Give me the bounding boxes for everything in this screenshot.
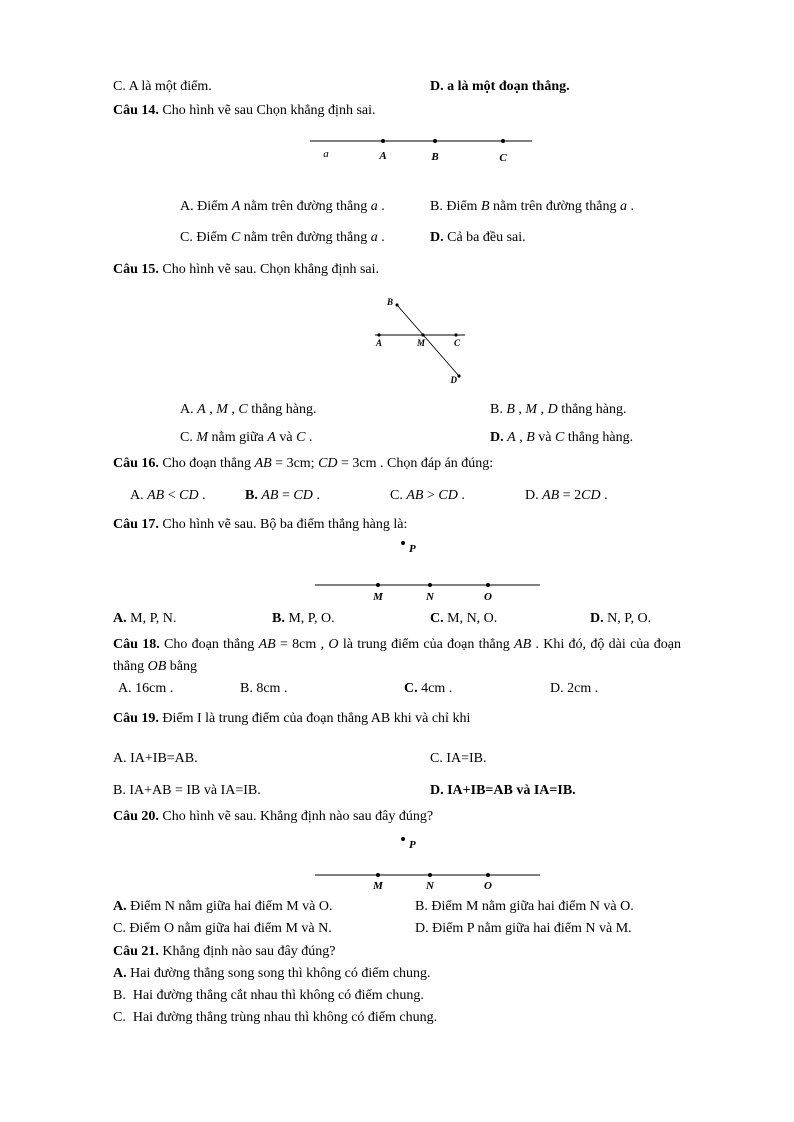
question-16 xyxy=(113,453,681,507)
question-16-options xyxy=(130,485,681,507)
option: B. 8cm . xyxy=(240,681,288,696)
option: C. AB > CD . xyxy=(390,488,465,503)
point-label-B: B xyxy=(386,297,393,307)
point-dot-D xyxy=(457,374,460,377)
option: D. IA+IB=AB và IA=IB. xyxy=(430,783,576,798)
option: B. AB = CD . xyxy=(245,488,320,503)
question-label: Câu 14. xyxy=(113,103,159,118)
question-stem: Cho hình vẽ sau. Chọn khẳng định sai. xyxy=(158,262,380,277)
point-dot-O xyxy=(486,583,490,587)
point-dot-M xyxy=(376,873,380,877)
option: B. Điểm M nằm giữa hai điểm N và O. xyxy=(415,899,634,914)
point-dot-A xyxy=(377,333,380,336)
point-label-P: P xyxy=(409,839,416,851)
question-stem: Cho đoạn thẳng AB = 3cm; CD = 3cm . Chọn đáp án đúng: xyxy=(158,456,494,471)
point-label-C: C xyxy=(453,338,461,348)
question-17-heading xyxy=(113,514,681,536)
point-dot-B xyxy=(433,139,437,143)
option: C. IA=IB. xyxy=(430,751,487,766)
point-dot-N xyxy=(428,873,432,877)
question-20 xyxy=(113,806,681,940)
point-dot-P xyxy=(401,541,405,545)
option: C. Điểm O nằm giữa hai điểm M và N. xyxy=(113,921,332,936)
point-label-B: B xyxy=(431,151,439,162)
line-label: a xyxy=(323,148,329,160)
statement: C. Hai đường thẳng trùng nhau thì không có điểm chung. xyxy=(113,1010,438,1025)
option: D. 2cm . xyxy=(550,681,599,696)
question-18-heading xyxy=(113,634,681,678)
option: B. Điểm B nằm trên đường thẳng a . xyxy=(430,199,634,214)
option: A. Điểm N nằm giữa hai điểm M và O. xyxy=(113,899,333,914)
option: C. M nằm giữa A và C . xyxy=(180,430,313,445)
figure-q14-line-with-points xyxy=(113,128,681,162)
question-19-heading xyxy=(113,708,681,730)
question-14-options xyxy=(180,196,681,249)
question-18-options xyxy=(118,678,681,700)
question-stem: Cho hình vẽ sau. Bộ ba điểm thẳng hàng là: xyxy=(158,517,408,532)
point-dot-P xyxy=(401,837,405,841)
point-label-O: O xyxy=(484,880,492,889)
question-20-options xyxy=(113,896,681,940)
option: D. AB = 2CD . xyxy=(525,488,608,503)
question-21 xyxy=(113,941,681,1029)
option: D. Điểm P nằm giữa hai điểm N và M. xyxy=(415,921,632,936)
question-18 xyxy=(113,634,681,700)
question-label: Câu 21. xyxy=(113,944,159,959)
point-label-O: O xyxy=(484,591,492,602)
point-dot-O xyxy=(486,873,490,877)
prev-options-row xyxy=(113,76,681,98)
point-dot-M xyxy=(421,333,424,336)
point-label-M: M xyxy=(416,338,426,348)
question-20-heading xyxy=(113,806,681,828)
option: C. A là một điểm. xyxy=(113,79,212,94)
option: C. M, N, O. xyxy=(430,611,498,626)
question-stem: Khẳng định nào sau đây đúng? xyxy=(158,944,336,959)
question-label: Câu 18. xyxy=(113,637,160,652)
point-label-M: M xyxy=(373,591,383,602)
point-label-N: N xyxy=(426,591,434,602)
option: A. A , M , C thẳng hàng. xyxy=(180,402,317,417)
figure-q17-line-with-point-p xyxy=(113,538,681,602)
option: A. IA+IB=AB. xyxy=(113,751,198,766)
figure-q20-line-with-point-p xyxy=(113,831,681,889)
option: B. M, P, O. xyxy=(272,611,335,626)
question-19-options xyxy=(113,748,681,802)
question-label: Câu 17. xyxy=(113,517,159,532)
line-diagonal xyxy=(397,305,459,376)
question-label: Câu 19. xyxy=(113,711,159,726)
option: B. B , M , D thẳng hàng. xyxy=(490,402,627,417)
question-label: Câu 15. xyxy=(113,262,159,277)
question-17-options xyxy=(113,608,681,630)
point-dot-C xyxy=(454,333,457,336)
point-label-P: P xyxy=(409,543,416,555)
point-dot-C xyxy=(501,139,505,143)
question-label: Câu 20. xyxy=(113,809,159,824)
point-dot-N xyxy=(428,583,432,587)
statement: A. Hai đường thẳng song song thì không có điểm chung. xyxy=(113,966,431,981)
question-15-heading xyxy=(113,259,681,281)
question-17 xyxy=(113,514,681,630)
question-19 xyxy=(113,708,681,802)
question-stem: Cho hình vẽ sau. Khẳng định nào sau đây đúng? xyxy=(158,809,434,824)
question-15-options xyxy=(180,399,681,449)
point-label-A: A xyxy=(375,338,383,348)
option: D. Cả ba đều sai. xyxy=(430,230,526,245)
option: A. 16cm . xyxy=(118,681,174,696)
question-21-heading xyxy=(113,941,681,963)
question-16-heading xyxy=(113,453,681,475)
option: B. IA+AB = IB và IA=IB. xyxy=(113,783,261,798)
option: A. AB < CD . xyxy=(130,488,206,503)
question-stem: Cho đoạn thẳng AB = 8cm , O là trung điểm của đoạn thẳng AB . Khi đó, độ dài của đoạn thẳng OB bằng xyxy=(113,637,682,674)
option: A. M, P, N. xyxy=(113,611,177,626)
question-label: Câu 16. xyxy=(113,456,159,471)
question-15 xyxy=(113,259,681,449)
option: D. N, P, O. xyxy=(590,611,652,626)
point-label-A: A xyxy=(379,150,387,162)
option: D. A , B và C thẳng hàng. xyxy=(490,430,634,445)
point-label-D: D xyxy=(450,375,457,384)
question-14-heading xyxy=(113,100,681,122)
option: D. a là một đoạn thẳng. xyxy=(430,79,570,94)
point-dot-B xyxy=(395,303,398,306)
point-label-N: N xyxy=(426,880,434,889)
question-stem: Điểm I là trung điểm của đoạn thẳng AB khi và chỉ khi xyxy=(158,711,471,726)
option: C. Điểm C nằm trên đường thẳng a . xyxy=(180,230,385,245)
statement: B. Hai đường thẳng cắt nhau thì không có điểm chung. xyxy=(113,988,424,1003)
question-stem: Cho hình vẽ sau Chọn khẳng định sai. xyxy=(158,103,376,118)
figure-q15-crossing-lines xyxy=(113,296,681,384)
point-label-C: C xyxy=(499,152,507,162)
point-dot-A xyxy=(381,139,385,143)
option: A. Điểm A nằm trên đường thẳng a . xyxy=(180,199,385,214)
point-dot-M xyxy=(376,583,380,587)
option: C. 4cm . xyxy=(404,681,453,696)
point-label-M: M xyxy=(373,880,383,889)
question-14 xyxy=(113,100,681,249)
